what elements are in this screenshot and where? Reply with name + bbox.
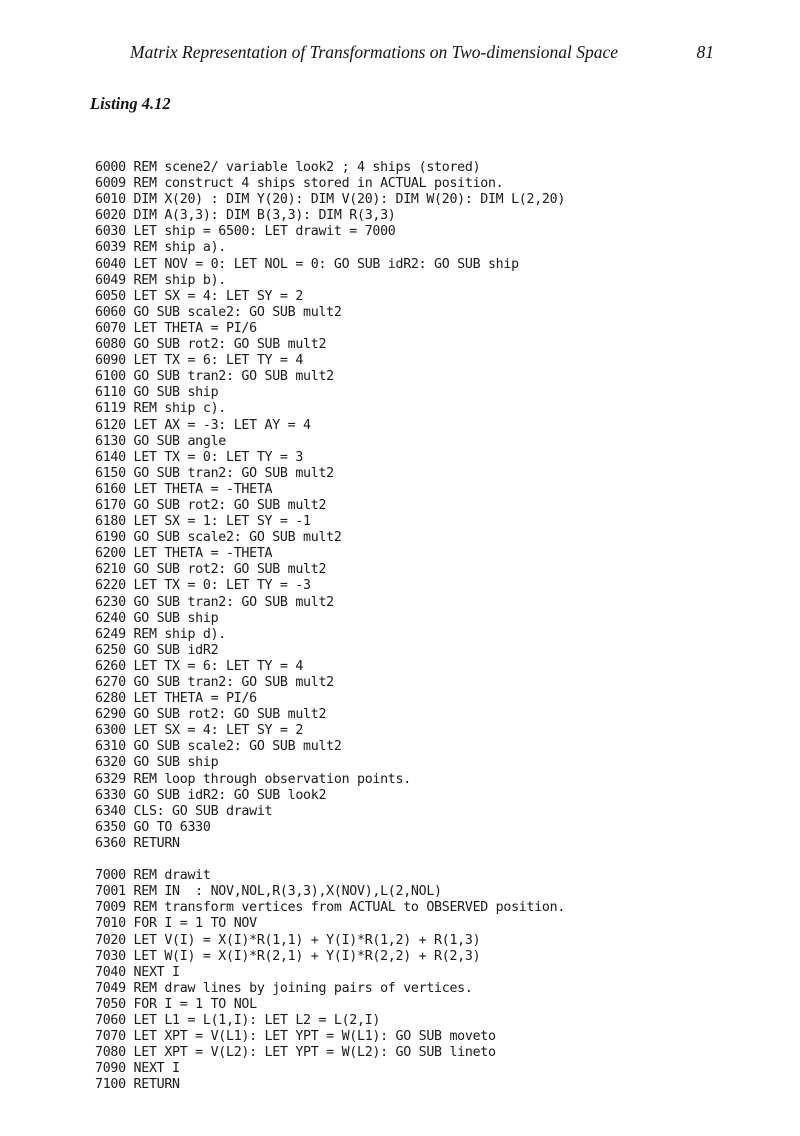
code-line: 6290 GO SUB rot2: GO SUB mult2 (95, 707, 327, 723)
code-line: 6310 GO SUB scale2: GO SUB mult2 (95, 739, 342, 755)
code-line: 6040 LET NOV = 0: LET NOL = 0: GO SUB idR2: GO SUB ship (95, 256, 519, 272)
code-line: 6240 GO SUB ship (95, 610, 219, 626)
code-listing (95, 160, 565, 1093)
code-line: 6070 LET THETA = PI/6 (95, 320, 257, 336)
code-line: 7070 LET XPT = V(L1): LET YPT = W(L1): GO SUB moveto (95, 1029, 496, 1045)
code-line: 7040 NEXT I (95, 964, 180, 980)
code-line: 6150 GO SUB tran2: GO SUB mult2 (95, 465, 334, 481)
code-line: 6280 LET THETA = PI/6 (95, 691, 257, 707)
code-line: 6039 REM ship a). (95, 240, 226, 256)
code-line: 7049 REM draw lines by joining pairs of vertices. (95, 980, 473, 996)
code-line: 6119 REM ship c). (95, 401, 226, 417)
code-line: 6360 RETURN (95, 835, 180, 851)
code-line: 6249 REM ship d). (95, 626, 226, 642)
code-line: 6350 GO TO 6330 (95, 819, 211, 835)
code-line: 7009 REM transform vertices from ACTUAL to OBSERVED position. (95, 900, 566, 916)
code-line: 6170 GO SUB rot2: GO SUB mult2 (95, 497, 327, 513)
code-line: 6050 LET SX = 4: LET SY = 2 (95, 288, 304, 304)
code-line: 6200 LET THETA = -THETA (95, 546, 273, 562)
code-line: 6190 GO SUB scale2: GO SUB mult2 (95, 530, 342, 546)
code-line: 6180 LET SX = 1: LET SY = -1 (95, 514, 311, 530)
code-line: 6330 GO SUB idR2: GO SUB look2 (95, 787, 327, 803)
code-line: 6009 REM construct 4 ships stored in ACTUAL position. (95, 176, 504, 192)
code-line: 6230 GO SUB tran2: GO SUB mult2 (95, 594, 334, 610)
code-line: 6329 REM loop through observation points. (95, 771, 411, 787)
code-line: 6090 LET TX = 6: LET TY = 4 (95, 353, 304, 369)
code-line: 7060 LET L1 = L(1,I): LET L2 = L(2,I) (95, 1012, 381, 1028)
code-line: 6000 REM scene2/ variable look2 ; 4 ships (stored) (95, 160, 481, 175)
code-line: 6130 GO SUB angle (95, 433, 226, 449)
code-line: 6120 LET AX = -3: LET AY = 4 (95, 417, 311, 433)
code-line: 7030 LET W(I) = X(I)*R(2,1) + Y(I)*R(2,2) + R(2,3) (95, 948, 481, 964)
code-line: 6140 LET TX = 0: LET TY = 3 (95, 449, 304, 465)
code-line: 6060 GO SUB scale2: GO SUB mult2 (95, 304, 342, 320)
code-line: 6080 GO SUB rot2: GO SUB mult2 (95, 337, 327, 353)
code-line: 6320 GO SUB ship (95, 755, 219, 771)
listing-label: Listing 4.12 (90, 94, 171, 113)
code-line: 7020 LET V(I) = X(I)*R(1,1) + Y(I)*R(1,2) + R(1,3) (95, 932, 481, 948)
code-line: 6030 LET ship = 6500: LET drawit = 7000 (95, 224, 396, 240)
code-line: 6049 REM ship b). (95, 272, 226, 288)
code-line: 6110 GO SUB ship (95, 385, 219, 401)
code-line: 6010 DIM X(20) : DIM Y(20): DIM V(20): DIM W(20): DIM L(2,20) (95, 192, 566, 208)
page-number: 81 (696, 42, 714, 62)
code-line: 6340 CLS: GO SUB drawit (95, 803, 273, 819)
code-line: 6270 GO SUB tran2: GO SUB mult2 (95, 675, 334, 690)
code-line: 6210 GO SUB rot2: GO SUB mult2 (95, 562, 327, 578)
chapter-title: Matrix Representation of Transformations on Two-dimensional Space (130, 42, 619, 62)
code-line (95, 852, 565, 868)
code-line: 6220 LET TX = 0: LET TY = -3 (95, 578, 311, 594)
code-line: 6100 GO SUB tran2: GO SUB mult2 (95, 369, 334, 385)
code-line: 7100 RETURN (95, 1077, 180, 1093)
code-line: 7010 FOR I = 1 TO NOV (95, 916, 257, 932)
code-line: 7080 LET XPT = V(L2): LET YPT = W(L2): GO SUB lineto (95, 1045, 496, 1061)
running-head (130, 42, 714, 63)
code-line: 7090 NEXT I (95, 1061, 180, 1077)
code-line: 6020 DIM A(3,3): DIM B(3,3): DIM R(3,3) (95, 208, 396, 224)
code-line: 6300 LET SX = 4: LET SY = 2 (95, 723, 304, 739)
code-line: 7000 REM drawit (95, 868, 211, 884)
code-line: 6160 LET THETA = -THETA (95, 481, 273, 497)
code-line: 6250 GO SUB idR2 (95, 642, 219, 658)
code-line: 7050 FOR I = 1 TO NOL (95, 996, 257, 1012)
code-line: 6260 LET TX = 6: LET TY = 4 (95, 658, 304, 674)
code-line: 7001 REM IN : NOV,NOL,R(3,3),X(NOV),L(2,NOL) (95, 884, 442, 900)
